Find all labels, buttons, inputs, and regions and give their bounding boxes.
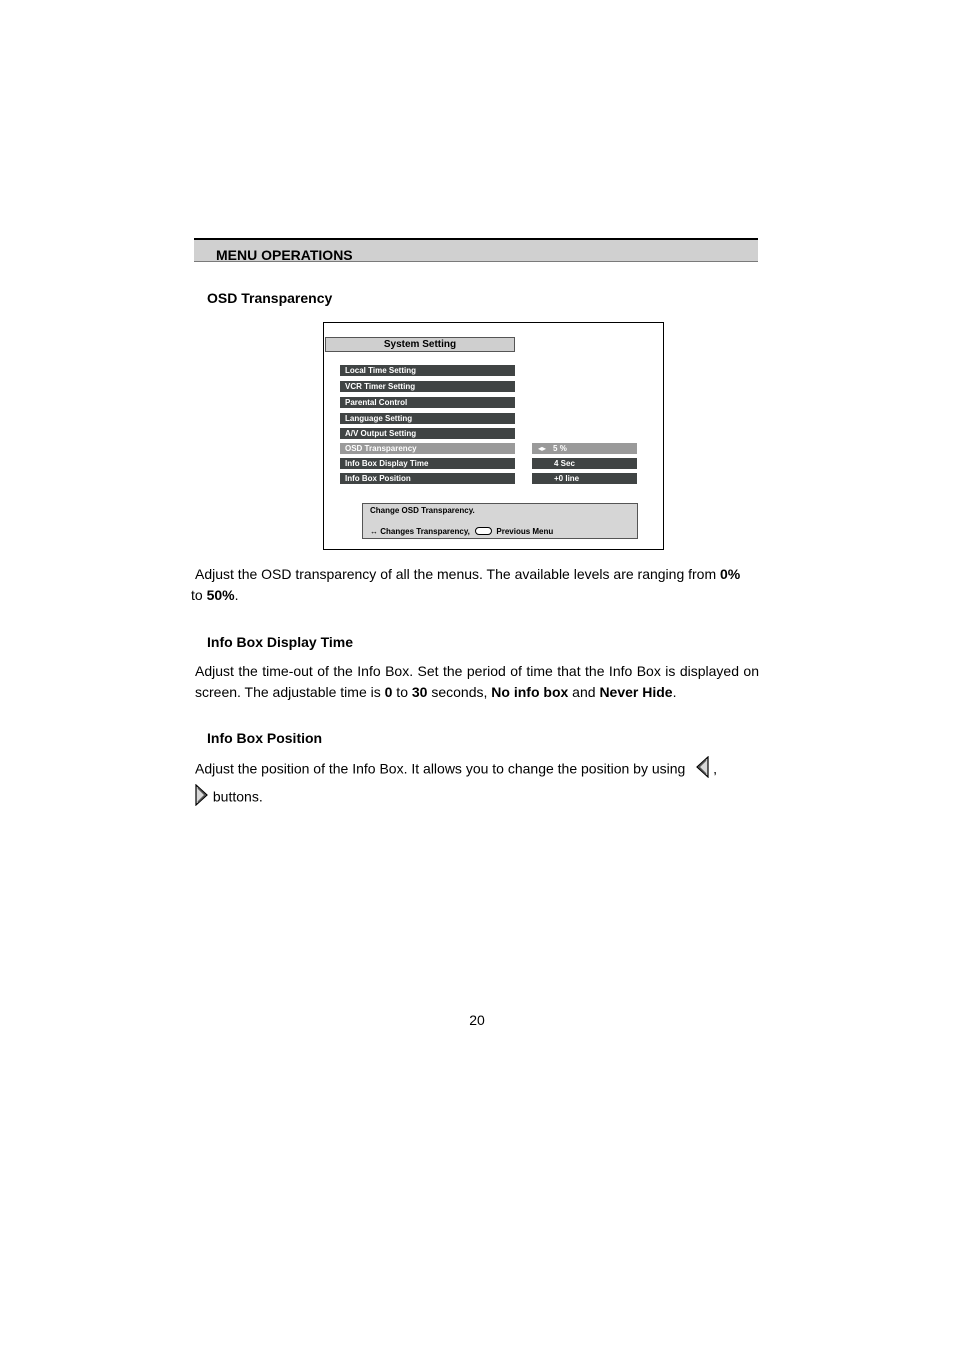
page-number: 20 [469,1012,485,1028]
left-button-icon [695,756,709,784]
osd-value-transparency [532,443,637,454]
paragraph-info-box-display-time [195,661,759,702]
osd-help-changes: Changes Transparency, [380,527,470,536]
osd-item-osd-transparency: OSD Transparency [340,443,515,454]
osd-item-language: Language Setting [340,413,515,424]
text-span: . [234,586,239,603]
section-header [194,238,758,262]
value-no-info-box: No info box [491,683,569,700]
osd-item-info-box-position: Info Box Position [340,473,515,484]
text-span: and [568,683,600,700]
osd-value-info-position: +0 line [532,473,637,484]
osd-help-box [362,503,638,539]
value-max-time: 30 [411,683,428,700]
text-span: . [672,683,677,700]
max-value: 50% [206,586,235,603]
right-button-icon [195,784,209,812]
text-span: Adjust the position of the Info Box. It allows you to change the position by using [195,760,690,777]
menu-button-icon [475,527,492,535]
osd-item-vcr-timer: VCR Timer Setting [340,381,515,392]
text-span: , [709,760,717,777]
osd-item-parental-control: Parental Control [340,397,515,408]
osd-help-line2 [370,527,553,536]
section-title: MENU OPERATIONS [216,247,353,263]
left-right-arrows-icon: ◂▸ [538,444,547,453]
osd-value-info-time: 4 Sec [532,458,637,469]
left-right-arrow-icon: ↔ [370,527,378,536]
paragraph-osd-transparency [191,564,759,605]
text-span: to [191,586,207,603]
text-span: Adjust the time-out of the Info Box. Set the period of time that the Info Box is displayed on screen. The adjustable time is [195,663,759,700]
value-min-time: 0 [384,683,393,700]
heading-info-box-display-time: Info Box Display Time [207,634,353,650]
osd-help-previous-menu: Previous Menu [496,527,554,536]
osd-menu-title: System Setting [325,337,515,352]
text-span: buttons. [209,787,263,804]
osd-value-transparency-text: 5 % [553,444,567,453]
text-span: Adjust the OSD transparency of all the menus. The available levels are ranging from [195,566,721,582]
value-never-hide: Never Hide [599,683,673,700]
osd-item-info-box-time: Info Box Display Time [340,458,515,469]
paragraph-info-box-position [195,756,759,811]
min-value: 0% [720,566,741,582]
osd-menu-screenshot [323,322,664,550]
heading-info-box-position: Info Box Position [207,730,323,746]
text-span: seconds, [427,683,492,700]
osd-item-av-output: A/V Output Setting [340,428,515,439]
text-span: to [392,683,412,700]
osd-help-line1: Change OSD Transparency. [370,506,475,515]
heading-osd-transparency: OSD Transparency [207,290,333,306]
osd-item-local-time: Local Time Setting [340,365,515,376]
